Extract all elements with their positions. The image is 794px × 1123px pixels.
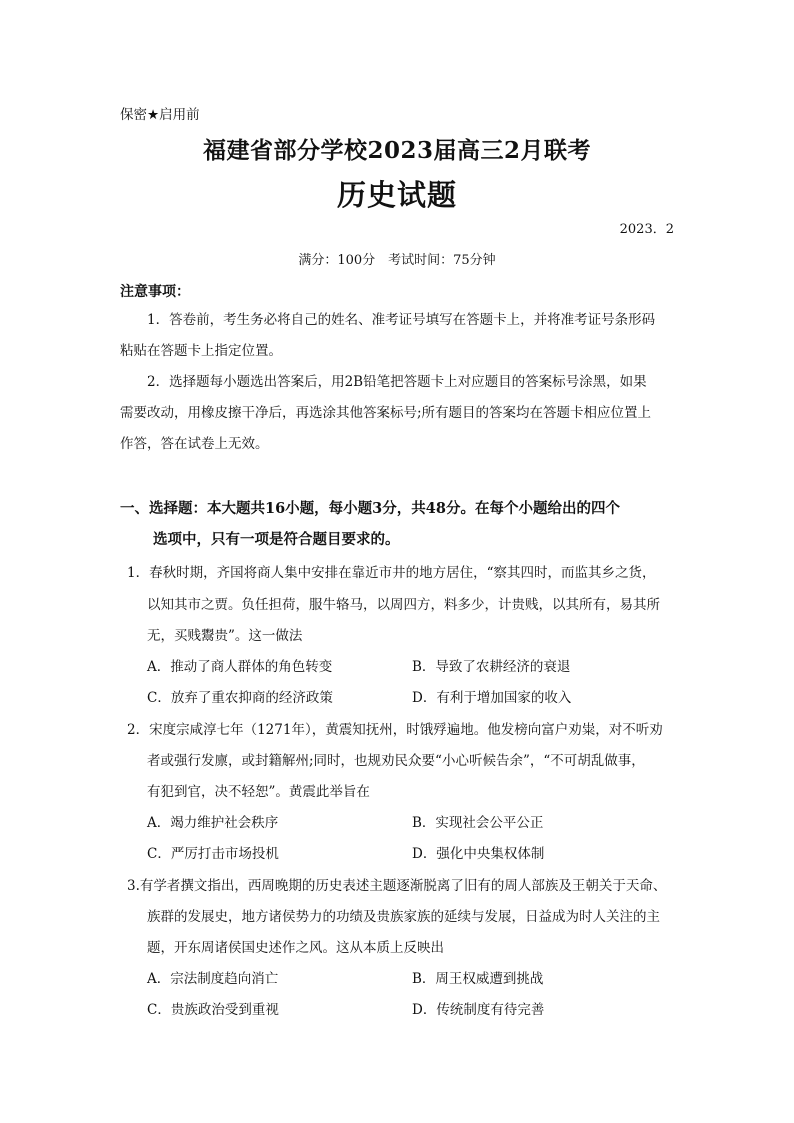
confidential-label: 保密★启用前 — [120, 107, 200, 123]
question-1-option-d: D．有利于增加国家的收入 — [412, 690, 572, 706]
section-title-line-1: 一、选择题：本大题共16小题，每小题3分，共48分。在每个小题给出的四个 — [120, 500, 620, 517]
notice-heading: 注意事项： — [120, 284, 190, 300]
question-3-line-3: 题，开东周诸侯国史述作之风。这从本质上反映出 — [147, 940, 444, 956]
question-3-option-d: D．传统制度有待完善 — [412, 1002, 545, 1018]
question-2-option-b: B．实现社会公平公正 — [412, 815, 544, 831]
question-1-option-a: A．推动了商人群体的角色转变 — [147, 659, 333, 675]
exam-date: 2023．2 — [619, 222, 674, 237]
question-1-option-b: B．导致了农耕经济的衰退 — [412, 659, 571, 675]
question-2-line-1: 2．宋度宗咸淳七年（1271年），黄震知抚州，时饿殍遍地。他发榜向富户劝粜，对不听劝 — [127, 722, 663, 738]
question-2-option-d: D．强化中央集权体制 — [412, 846, 545, 862]
question-1-option-c: C．放弃了重农抑商的经济政策 — [147, 690, 333, 706]
question-1-line-3: 无，买贱鬻贵”。这一做法 — [147, 628, 303, 644]
question-3-option-b: B．周王权威遭到挑战 — [412, 971, 544, 987]
score-time-line: 满分：100分 考试时间：75分钟 — [298, 253, 496, 268]
question-1-line-2: 以知其市之贾。负任担荷，服牛辂马，以周四方，料多少，计贵贱，以其所有，易其所 — [147, 597, 660, 613]
question-2-line-2: 者或强行发廪，或封籍解州;同时，也规劝民众要“小心听候告余”，“不可胡乱做事， — [147, 753, 645, 769]
question-2-line-3: 有犯到官，决不轻恕”。黄震此举旨在 — [147, 784, 370, 800]
notice-item-1-line-1: 1．答卷前，考生务必将自己的姓名、准考证号填写在答题卡上，并将准考证号条形码 — [147, 312, 656, 328]
subject-title: 历史试题 — [336, 178, 457, 212]
exam-title: 福建省部分学校2023届高三2月联考 — [202, 137, 592, 164]
section-title-line-2: 选项中，只有一项是符合题目要求的。 — [153, 531, 400, 548]
notice-item-2-line-3: 作答，答在试卷上无效。 — [120, 436, 269, 452]
notice-item-1-line-2: 粘贴在答题卡上指定位置。 — [120, 343, 282, 359]
question-3-option-a: A．宗法制度趋向消亡 — [147, 971, 279, 987]
question-3-line-2: 族群的发展史，地方诸侯势力的功绩及贵族家族的延续与发展，日益成为时人关注的主 — [147, 909, 660, 925]
question-1-line-1: 1．春秋时期，齐国将商人集中安排在靠近市井的地方居住，“察其四时，而监其乡之货， — [127, 565, 656, 581]
question-2-option-c: C．严厉打击市场投机 — [147, 846, 279, 862]
question-3-option-c: C．贵族政治受到重视 — [147, 1002, 279, 1018]
question-2-option-a: A．竭力维护社会秩序 — [147, 815, 279, 831]
notice-item-2-line-2: 需要改动，用橡皮擦干净后，再选涂其他答案标号;所有题目的答案均在答题卡相应位置上 — [120, 405, 652, 421]
question-3-line-1: 3.有学者撰文指出，西周晚期的历史表述主题逐渐脱离了旧有的周人部族及王朝关于天命、 — [127, 878, 667, 894]
notice-item-2-line-1: 2．选择题每小题选出答案后，用2B铅笔把答题卡上对应题目的答案标号涂黑，如果 — [147, 374, 647, 390]
